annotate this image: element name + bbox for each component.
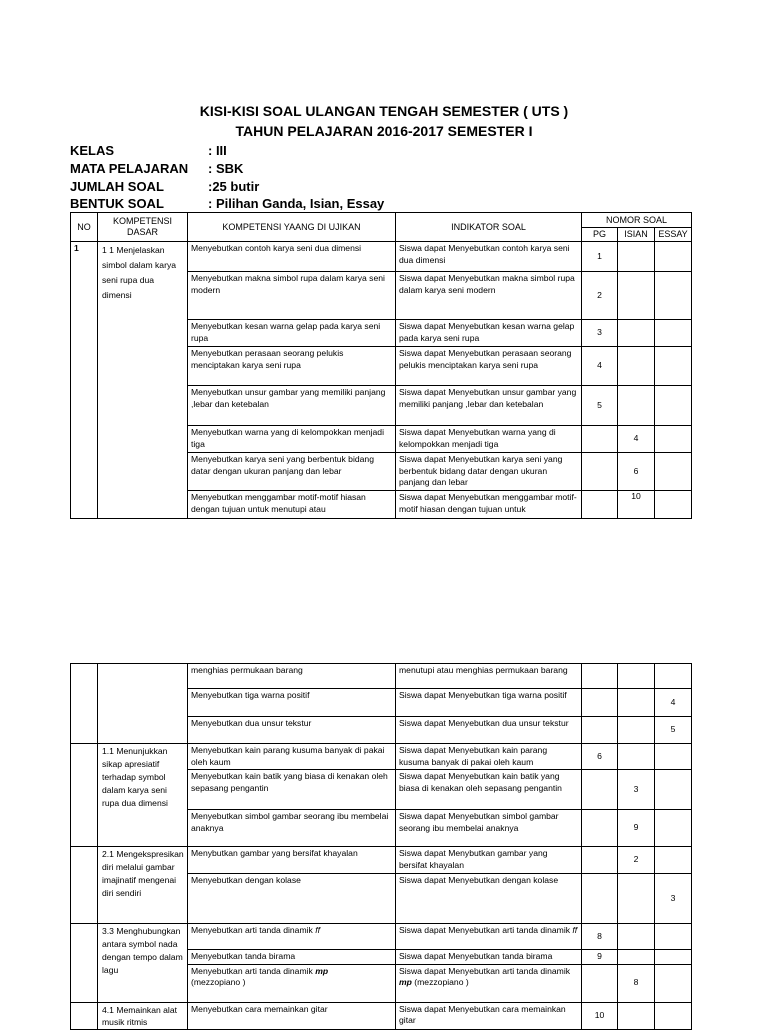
header-isian: ISIAN	[618, 228, 655, 242]
essay-cell	[655, 386, 692, 426]
indikator-cell: Siswa dapat Menyebutkan dengan kolase	[396, 874, 582, 924]
indikator-cell: Siswa dapat Menyebutkan menggambar motif-motif hiasan dengan tujuan untuk	[396, 491, 582, 519]
essay-cell	[655, 242, 692, 272]
essay-cell	[655, 320, 692, 347]
pg-cell: 1	[582, 242, 618, 272]
info-label: KELAS	[70, 143, 115, 158]
isian-cell	[618, 924, 655, 950]
isian-cell	[618, 272, 655, 320]
indikator-cell	[396, 924, 582, 950]
pg-cell	[582, 664, 618, 689]
indikator-cell: Siswa dapat Menyebutkan kain batik yang biasa di kenakan oleh sepasang pengantin	[396, 770, 582, 810]
header-pg: PG	[582, 228, 618, 242]
indikator-cell: Siswa dapat Menyebutkan unsur gambar yang memiliki panjang ,lebar dan ketebalan	[396, 386, 582, 426]
kompetensi-cell: Menyebutkan kain batik yang biasa di kenakan oleh sepasang pengantin	[188, 770, 396, 810]
indikator-cell: Siswa dapat Menyebutkan tanda birama	[396, 950, 582, 965]
indikator-cell: Siswa dapat Menyebutkan perasaan seorang pelukis menciptakan karya seni rupa	[396, 347, 582, 386]
essay-cell	[655, 664, 692, 689]
essay-cell	[655, 950, 692, 965]
isian-cell	[618, 689, 655, 717]
essay-cell	[655, 272, 692, 320]
essay-cell	[655, 847, 692, 874]
isian-cell	[618, 320, 655, 347]
pg-cell: 6	[582, 744, 618, 770]
row-number	[71, 847, 98, 924]
essay-cell	[655, 924, 692, 950]
pg-cell: 3	[582, 320, 618, 347]
kompetensi-cell: Menyebutkan karya seni yang berbentuk bidang datar dengan ukuran panjang dan lebar	[188, 453, 396, 491]
isian-cell	[618, 874, 655, 924]
isian-cell: 9	[618, 810, 655, 847]
info-row-bentuk	[70, 196, 570, 211]
isian-cell	[618, 386, 655, 426]
dinamik-symbol: mp	[399, 977, 412, 987]
info-label: MATA PELAJARAN	[70, 161, 189, 176]
isian-cell: 2	[618, 847, 655, 874]
pg-cell	[582, 874, 618, 924]
kompetensi-cell: Menyebutkan tanda birama	[188, 950, 396, 965]
kompetensi-dasar-cell	[98, 664, 188, 744]
info-value: :25 butir	[208, 179, 260, 194]
pg-cell: 8	[582, 924, 618, 950]
header-no: NO	[71, 213, 98, 242]
pg-cell	[582, 491, 618, 519]
isian-cell	[618, 744, 655, 770]
kompetensi-dasar-cell: 1 1 Menjelaskan simbol dalam karya seni rupa dua dimensi	[98, 242, 188, 519]
kompetensi-cell: Menyebutkan dengan kolase	[188, 874, 396, 924]
indikator-cell: Siswa dapat Menyebutkan tiga warna positif	[396, 689, 582, 717]
row-number	[71, 744, 98, 847]
essay-cell	[655, 453, 692, 491]
indikator-cell: Siswa dapat Menyebutkan warna yang di kelompokkan menjadi tiga	[396, 426, 582, 453]
pg-cell	[582, 453, 618, 491]
indikator-cell: Siswa dapat Menyebutkan dua unsur tekstur	[396, 717, 582, 744]
kompetensi-cell: menghias permukaan barang	[188, 664, 396, 689]
isian-cell	[618, 664, 655, 689]
kompetensi-cell: Menyebutkan simbol gambar seorang ibu membelai anaknya	[188, 810, 396, 847]
indikator-cell: Siswa dapat Menyebutkan contoh karya seni dua dimensi	[396, 242, 582, 272]
pg-cell	[582, 689, 618, 717]
pg-cell: 2	[582, 272, 618, 320]
pg-cell: 4	[582, 347, 618, 386]
header-essay: ESSAY	[655, 228, 692, 242]
info-row-kelas	[70, 143, 570, 158]
indikator-text: Siswa dapat Menyebutkan arti tanda dinamik	[399, 925, 573, 935]
isian-cell: 8	[618, 964, 655, 1002]
kompetensi-cell: Menyebutkan unsur gambar yang memiliki panjang ,lebar dan ketebalan	[188, 386, 396, 426]
row-number: 1	[71, 242, 98, 519]
kompetensi-cell: Menyebutkan menggambar motif-motif hiasan dengan tujuan untuk menutupi atau	[188, 491, 396, 519]
kisi-table-page2	[70, 663, 692, 1030]
dinamik-symbol: ff	[315, 925, 320, 935]
kompetensi-cell: Menyebutkan cara memainkan gitar	[188, 1002, 396, 1029]
kompetensi-text: Menyebutkan arti tanda dinamik	[191, 965, 316, 976]
indikator-cell: Siswa dapat Menyebutkan kesan warna gelap pada karya seni rupa	[396, 320, 582, 347]
dinamik-symbol: ff	[572, 925, 578, 935]
pg-cell: 9	[582, 950, 618, 965]
kompetensi-cell: Menyebutkan dua unsur tekstur	[188, 717, 396, 744]
document-title: KISI-KISI SOAL ULANGAN TENGAH SEMESTER ( UTS )	[199, 103, 569, 119]
essay-cell: 3	[655, 874, 692, 924]
kompetensi-cell: Menyebutkan makna simbol rupa dalam karya seni modern	[188, 272, 396, 320]
kompetensi-cell: Menybutkan gambar yang bersifat khayalan	[188, 847, 396, 874]
kompetensi-dasar-cell: 2.1 Mengekspresikan diri melalui gambar imajinatif mengenai diri sendiri	[98, 847, 188, 924]
kompetensi-cell	[188, 924, 396, 950]
isian-cell	[618, 242, 655, 272]
row-number	[71, 1002, 98, 1029]
kompetensi-tail: (mezzopiano )	[191, 977, 246, 987]
info-row-jumlah	[70, 179, 570, 194]
kisi-table-page1	[70, 212, 692, 519]
essay-cell	[655, 426, 692, 453]
indikator-tail: (mezzopiano )	[411, 977, 469, 987]
isian-cell: 3	[618, 770, 655, 810]
row-number	[71, 924, 98, 1003]
kompetensi-cell: Menyebutkan tiga warna positif	[188, 689, 396, 717]
essay-cell	[655, 1002, 692, 1029]
kompetensi-dasar-cell: 1.1 Menunjukkan sikap apresiatif terhadap symbol dalam karya seni rupa dua dimensi	[98, 744, 188, 847]
isian-cell: 4	[618, 426, 655, 453]
kompetensi-cell: Menyebutkan contoh karya seni dua dimensi	[188, 242, 396, 272]
essay-cell	[655, 744, 692, 770]
kompetensi-cell: Menyebutkan warna yang di kelompokkan menjadi tiga	[188, 426, 396, 453]
essay-cell	[655, 770, 692, 810]
pg-cell	[582, 810, 618, 847]
pg-cell: 10	[582, 1002, 618, 1029]
pg-cell	[582, 717, 618, 744]
pg-cell	[582, 964, 618, 1002]
kompetensi-dasar-cell: 4.1 Memainkan alat musik ritmis	[98, 1002, 188, 1029]
info-row-mapel	[70, 161, 570, 176]
kompetensi-cell: Menyebutkan kesan warna gelap pada karya seni rupa	[188, 320, 396, 347]
info-value: : III	[208, 143, 227, 158]
isian-cell	[618, 950, 655, 965]
info-label: JUMLAH SOAL	[70, 179, 164, 194]
essay-cell	[655, 347, 692, 386]
isian-cell: 10	[618, 491, 655, 519]
info-value: : SBK	[208, 161, 244, 176]
indikator-text: Siswa dapat Menyebutkan arti tanda dinamik	[399, 965, 571, 976]
kompetensi-cell	[188, 964, 396, 1002]
document-subtitle: TAHUN PELAJARAN 2016-2017 SEMESTER I	[235, 123, 533, 139]
indikator-cell: Siswa dapat Menyebutkan karya seni yang berbentuk bidang datar dengan ukuran panjang dan lebar	[396, 453, 582, 491]
indikator-cell: Siswa dapat Menyebutkan makna simbol rupa dalam karya seni modern	[396, 272, 582, 320]
indikator-cell: Siswa dapat Menyebutkan cara memainkan gitar	[396, 1002, 582, 1029]
kompetensi-text: Menyebutkan arti tanda dinamik	[191, 925, 316, 935]
isian-cell: 6	[618, 453, 655, 491]
kompetensi-cell: Menyebutkan kain parang kusuma banyak di pakai oleh kaum	[188, 744, 396, 770]
header-kompetensi-diujikan: KOMPETENSI YAANG DI UJIKAN	[188, 213, 396, 242]
header-kompetensi-dasar: KOMPETENSI DASAR	[98, 213, 188, 242]
essay-cell: 4	[655, 689, 692, 717]
kompetensi-dasar-cell: 3.3 Menghubungkan antara symbol nada dengan tempo dalam lagu	[98, 924, 188, 1003]
indikator-cell: Siswa dapat Menybutkan gambar yang bersifat khayalan	[396, 847, 582, 874]
pg-cell	[582, 847, 618, 874]
pg-cell	[582, 770, 618, 810]
header-indikator: INDIKATOR SOAL	[396, 213, 582, 242]
isian-cell	[618, 717, 655, 744]
indikator-cell: Siswa dapat Menyebutkan kain parang kusuma banyak di pakai oleh kaum	[396, 744, 582, 770]
indikator-cell	[396, 964, 582, 1002]
isian-cell	[618, 347, 655, 386]
pg-cell	[582, 426, 618, 453]
pg-cell: 5	[582, 386, 618, 426]
indikator-cell: menutupi atau menghias permukaan barang	[396, 664, 582, 689]
info-value: : Pilihan Ganda, Isian, Essay	[208, 196, 385, 211]
essay-cell	[655, 810, 692, 847]
header-nomor-soal: NOMOR SOAL	[582, 213, 692, 228]
isian-cell	[618, 1002, 655, 1029]
essay-cell	[655, 491, 692, 519]
kompetensi-cell: Menyebutkan perasaan seorang pelukis menciptakan karya seni rupa	[188, 347, 396, 386]
info-label: BENTUK SOAL	[70, 196, 164, 211]
essay-cell: 5	[655, 717, 692, 744]
indikator-cell: Siswa dapat Menyebutkan simbol gambar seorang ibu membelai anaknya	[396, 810, 582, 847]
dinamik-symbol: mp	[315, 965, 329, 976]
essay-cell	[655, 964, 692, 1002]
row-number	[71, 664, 98, 744]
